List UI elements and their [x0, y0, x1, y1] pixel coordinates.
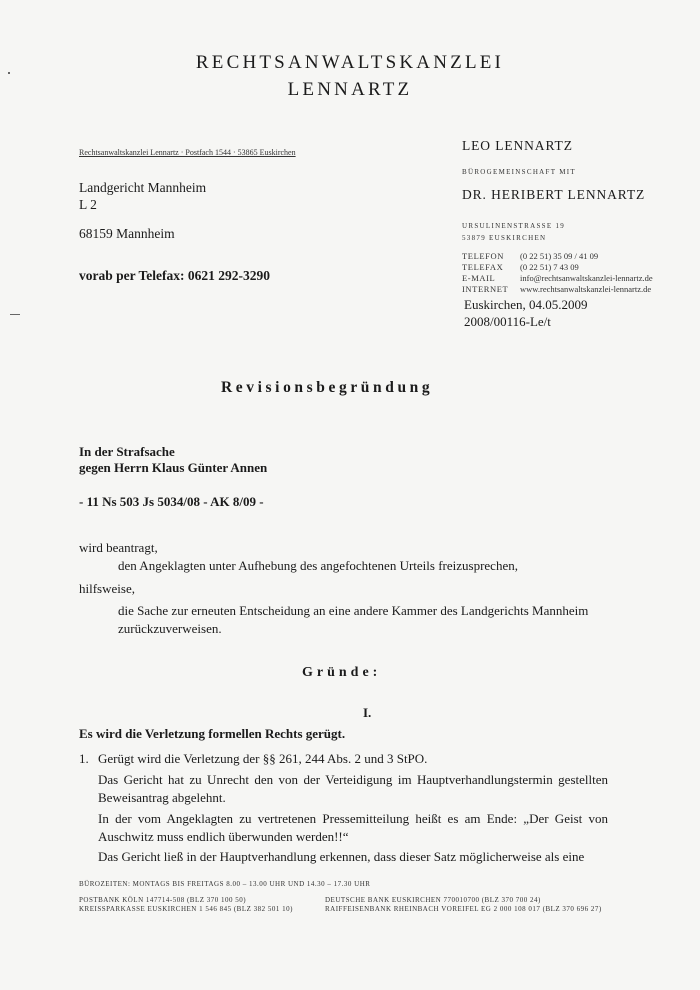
- letterhead-line2: LENNARTZ: [287, 79, 413, 100]
- bank-raiffeisenbank: RAIFFEISENBANK RHEINBACH VOREIFEL EG 2 000 108 017 (BLZ 370 696 27): [325, 905, 602, 913]
- alternative-intro: hilfsweise,: [79, 581, 135, 596]
- fax-note: vorab per Telefax: 0621 292-3290: [79, 268, 270, 283]
- section-number: I.: [363, 705, 372, 720]
- partnership-note: BÜROGEMEINSCHAFT MIT: [462, 168, 576, 176]
- case-line1: In der Strafsache: [79, 444, 175, 459]
- contact-value-email: info@rechtsanwaltskanzlei-lennartz.de: [520, 273, 653, 283]
- case-line2: gegen Herrn Klaus Günter Annen: [79, 460, 268, 475]
- bank-deutsche-bank: DEUTSCHE BANK EUSKIRCHEN 770010700 (BLZ 370 700 24): [325, 896, 541, 904]
- contact-value-internet: www.rechtsanwaltskanzlei-lennartz.de: [520, 284, 652, 294]
- lawyer2-name: DR. HERIBERT LENNARTZ: [462, 187, 646, 202]
- paragraph-1: Das Gericht hat zu Unrecht den von der Verteidigung im Hauptverhandlungstermin gestellten Beweisantrag abgelehnt.: [98, 772, 608, 805]
- section-heading: Es wird die Verletzung formellen Rechts gerügt.: [79, 726, 346, 741]
- recipient-city: 68159 Mannheim: [79, 226, 175, 241]
- contact-value-phone: (0 22 51) 35 09 / 41 09: [520, 251, 599, 261]
- contact-label-email: E-MAIL: [462, 273, 496, 283]
- lawyer1-name: LEO LENNARTZ: [462, 138, 573, 153]
- alternative-line1: die Sache zur erneuten Entscheidung an eine andere Kammer des Landgerichts Mannheim: [118, 603, 589, 618]
- contact-label-fax: TELEFAX: [462, 262, 504, 272]
- office-hours: BÜROZEITEN: MONTAGS BIS FREITAGS 8.00 – 13.00 UHR UND 14.30 – 17.30 UHR: [79, 880, 371, 888]
- paragraph-3: Das Gericht ließ in der Hauptverhandlung erkennen, dass dieser Satz möglicherweise als eine: [98, 849, 585, 864]
- recipient-name: Landgericht Mannheim: [79, 180, 207, 195]
- contact-label-internet: INTERNET: [462, 284, 509, 294]
- case-file-number: - 11 Ns 503 Js 5034/08 - AK 8/09 -: [79, 494, 264, 509]
- punch-mark: [10, 314, 20, 315]
- motion-main: den Angeklagten unter Aufhebung des angefochtenen Urteils freizusprechen,: [118, 558, 518, 573]
- sender-return-line: Rechtsanwaltskanzlei Lennartz · Postfach 1544 · 53865 Euskirchen: [79, 148, 296, 157]
- document-title: Revisionsbegründung: [221, 379, 434, 396]
- alternative-line2: zurückzuverweisen.: [118, 621, 222, 636]
- grounds-heading: Gründe:: [302, 665, 382, 680]
- firm-city: 53879 EUSKIRCHEN: [462, 234, 547, 242]
- contact-value-fax: (0 22 51) 7 43 09: [520, 262, 579, 272]
- point-heading: Gerügt wird die Verletzung der §§ 261, 244 Abs. 2 und 3 StPO.: [98, 751, 428, 766]
- point-number: 1.: [79, 751, 89, 766]
- letterhead-line1: RECHTSANWALTSKANZLEI: [195, 52, 505, 73]
- contact-label-phone: TELEFON: [462, 251, 504, 261]
- motion-intro: wird beantragt,: [79, 540, 158, 555]
- file-reference: 2008/00116-Le/t: [464, 314, 551, 329]
- firm-street: URSULINENSTRASSE 19: [462, 222, 566, 230]
- letter-date: Euskirchen, 04.05.2009: [464, 297, 588, 312]
- paragraph-2: In der vom Angeklagten zu vertretenen Pressemitteilung heißt es am Ende: „Der Geist von Auschwitz muss endlich überwunden werden!!“: [98, 811, 608, 844]
- recipient-street: L 2: [79, 197, 97, 212]
- bank-postbank: POSTBANK KÖLN 147714-508 (BLZ 370 100 50): [79, 896, 247, 904]
- bank-kreissparkasse: KREISSPARKASSE EUSKIRCHEN 1 546 845 (BLZ 382 501 10): [79, 905, 293, 913]
